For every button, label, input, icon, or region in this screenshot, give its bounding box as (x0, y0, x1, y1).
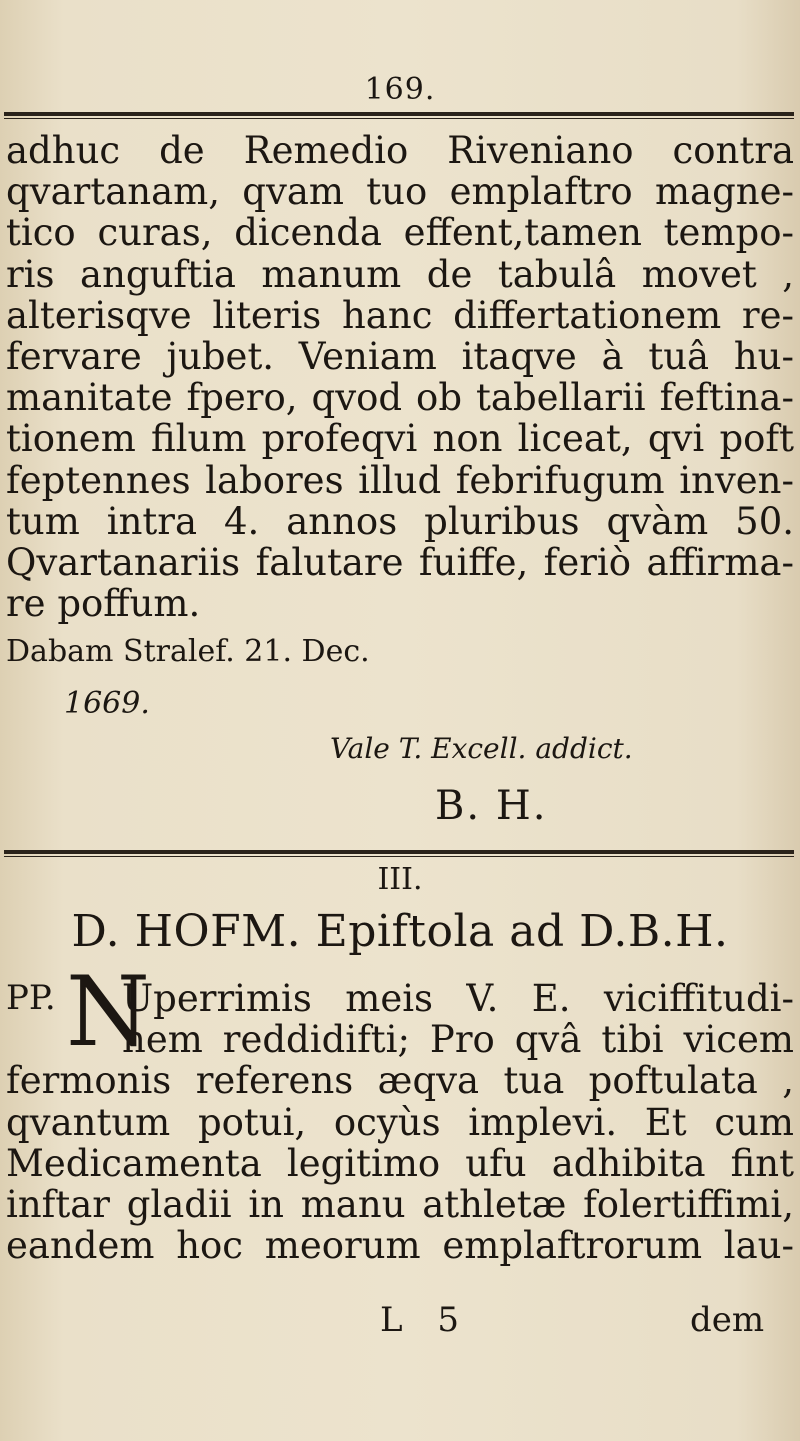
letter-closing: Vale T. Excell. addict. (330, 732, 633, 765)
letter-heading: D. HOFM. Epiftola ad D.B.H. (71, 906, 729, 957)
text-line: ris anguftia manum de tabulâ movet , (6, 252, 794, 296)
text-line: tico curas, dicenda effent,tamen tempo- (6, 211, 794, 255)
text-line: eandem hoc meorum emplaftrorum lau- (6, 1224, 794, 1268)
paragraph-new-letter (6, 978, 794, 1266)
page-number: 169. (364, 72, 436, 107)
printer-signature-mark: L 5 (380, 1300, 472, 1340)
text-line: qvartanam, qvam tuo emplaftro magne- (6, 170, 794, 214)
salutation: PP. (6, 978, 56, 1018)
text-line: tum intra 4. annos pluribus qvàm 50. (6, 499, 794, 543)
text-line: inftar gladii in manu athletæ folertiffimi, (6, 1182, 794, 1226)
section-rule (4, 850, 794, 857)
text-line: qvantum potui, ocyùs implevi. Et cum (6, 1100, 794, 1144)
text-line: adhuc de Remedio Riveniano contra (6, 129, 794, 172)
text-line: feptennes labores illud febrifugum inven- (6, 458, 794, 502)
section-number: III. (377, 862, 423, 897)
paragraph-letter-end (6, 130, 794, 624)
letter-dating: Dabam Stralef. 21. Dec. (6, 634, 370, 669)
header-rule (4, 112, 794, 119)
text-line: nem reddidifti; Pro qvâ tibi vicem (122, 1018, 794, 1062)
text-line: alterisqve literis hanc differtationem re- (6, 293, 794, 337)
text-line: re poffum. (6, 582, 201, 626)
text-line: manitate fpero, qvod ob tabellarii feftina- (6, 376, 794, 420)
text-line: tionem filum profeqvi non liceat, qvi poft (6, 417, 794, 461)
letter-signature: B. H. (435, 783, 548, 829)
letter-year: 1669. (64, 686, 150, 721)
text-line: Qvartanariis falutare fuiffe, feriò affirma- (6, 540, 794, 584)
text-line: fervare jubet. Veniam itaqve à tuâ hu- (6, 334, 794, 378)
text-line: Uperrimis meis V. E. viciffitudi- (122, 977, 794, 1020)
text-line: fermonis referens æqva tua poftulata , (6, 1059, 794, 1103)
text-line: Medicamenta legitimo ufu adhibita fint (6, 1141, 794, 1185)
catchword: dem (690, 1300, 765, 1340)
drop-capital: N (66, 956, 150, 1068)
